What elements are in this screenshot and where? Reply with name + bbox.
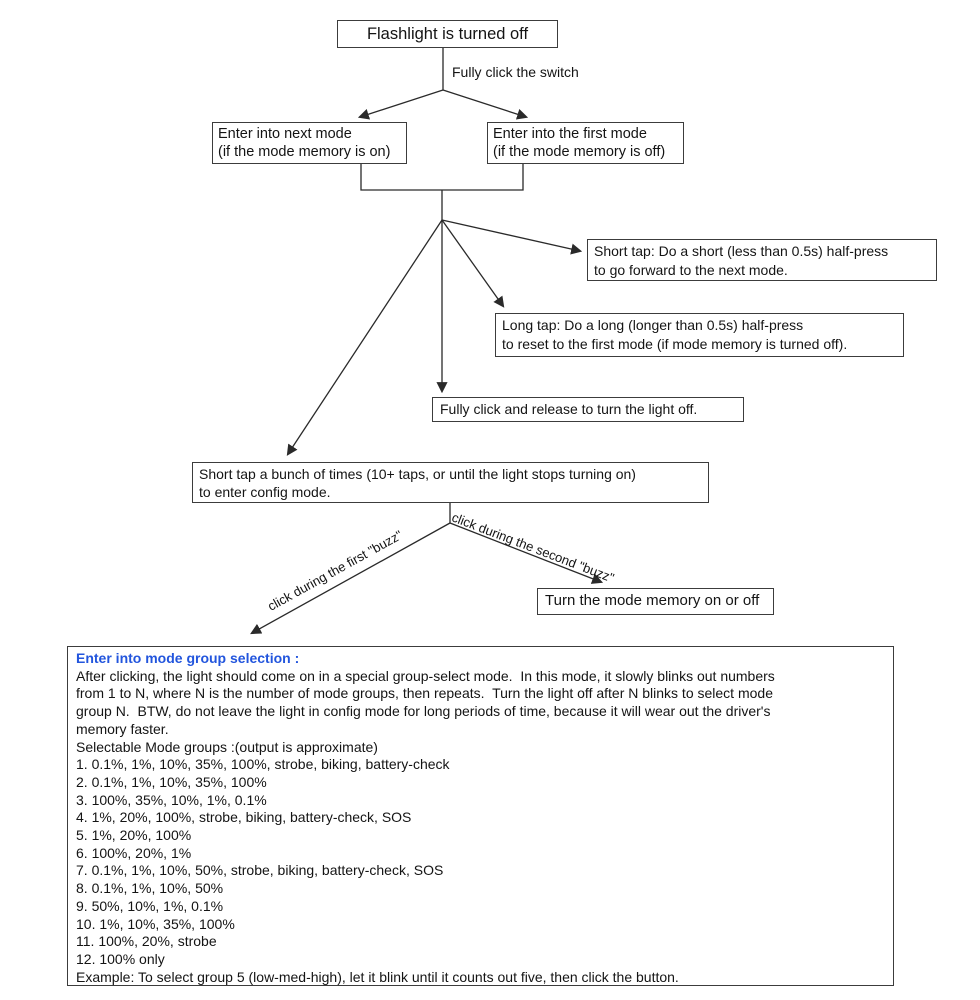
next-mode-text-line2: (if the mode memory is on) (218, 144, 391, 160)
mode-group-selection-box (67, 646, 894, 986)
turn-off-box: Fully click and release to turn the light off. (432, 397, 744, 422)
short-tap-text-line2: to go forward to the next mode. (594, 261, 788, 278)
first-mode-box (487, 122, 684, 164)
first-buzz-label: click during the first "buzz" (265, 527, 405, 614)
mode-group-item: 4. 1%, 20%, 100%, strobe, biking, battery-check, SOS (76, 809, 412, 826)
mode-group-item: 8. 0.1%, 1%, 10%, 50% (76, 880, 224, 897)
mode-group-paragraph-line: After clicking, the light should come on in a special group-select mode. In this mode, it slowly blinks out numbers (76, 667, 775, 684)
first-mode-text-line1: Enter into the first mode (493, 126, 647, 142)
mode-group-item: 7. 0.1%, 1%, 10%, 50%, strobe, biking, battery-check, SOS (76, 862, 444, 879)
next-mode-text-line1: Enter into next mode (218, 126, 352, 142)
mode-group-item: 12. 100% only (76, 950, 165, 967)
group-example-line: Example: To select group 5 (low-med-high), let it blink until it counts out five, then click the button. (76, 968, 679, 985)
config-mode-box (192, 462, 709, 503)
first-mode-text-line2: (if the mode memory is off) (493, 144, 666, 160)
long-tap-text-line1: Long tap: Do a long (longer than 0.5s) half-press (502, 317, 804, 333)
mode-group-item: 9. 50%, 10%, 1%, 0.1% (76, 897, 224, 914)
config-mode-text-line2: to enter config mode. (199, 484, 331, 500)
mode-group-item: 3. 100%, 35%, 10%, 1%, 0.1% (76, 791, 267, 808)
mode-group-paragraph-line: from 1 to N, where N is the number of mode groups, then repeats. Turn the light off after N blinks to select mode (76, 685, 773, 702)
short-tap-box (587, 239, 937, 281)
groups-list-heading: Selectable Mode groups :(output is approximate) (76, 738, 378, 755)
second-buzz-label: click during the second "buzz" (449, 509, 617, 586)
long-tap-box (495, 313, 904, 357)
next-mode-box (212, 122, 407, 164)
mode-group-item: 10. 1%, 10%, 35%, 100% (76, 915, 235, 932)
mode-group-item: 2. 0.1%, 1%, 10%, 35%, 100% (76, 773, 267, 790)
mode-group-item: 1. 0.1%, 1%, 10%, 35%, 100%, strobe, biking, battery-check (76, 756, 450, 773)
mode-memory-box: Turn the mode memory on or off (537, 588, 774, 615)
mode-group-item: 5. 1%, 20%, 100% (76, 827, 192, 844)
mode-group-paragraph-line: group N. BTW, do not leave the light in config mode for long periods of time, because it will wear out the driver's (76, 703, 771, 720)
mode-group-item: 6. 100%, 20%, 1% (76, 844, 192, 861)
long-tap-text-line2: to reset to the first mode (if mode memory is turned off). (502, 336, 848, 352)
start-box: Flashlight is turned off (337, 20, 558, 48)
mode-group-paragraph-line: memory faster. (76, 720, 169, 737)
mode-group-item: 11. 100%, 20%, strobe (76, 933, 217, 950)
switch-click-label: Fully click the switch (452, 64, 579, 80)
config-mode-text-line1: Short tap a bunch of times (10+ taps, or until the light stops turning on) (199, 466, 636, 482)
mode-group-heading: Enter into mode group selection : (76, 650, 300, 666)
short-tap-text-line1: Short tap: Do a short (less than 0.5s) half-press (594, 243, 889, 259)
